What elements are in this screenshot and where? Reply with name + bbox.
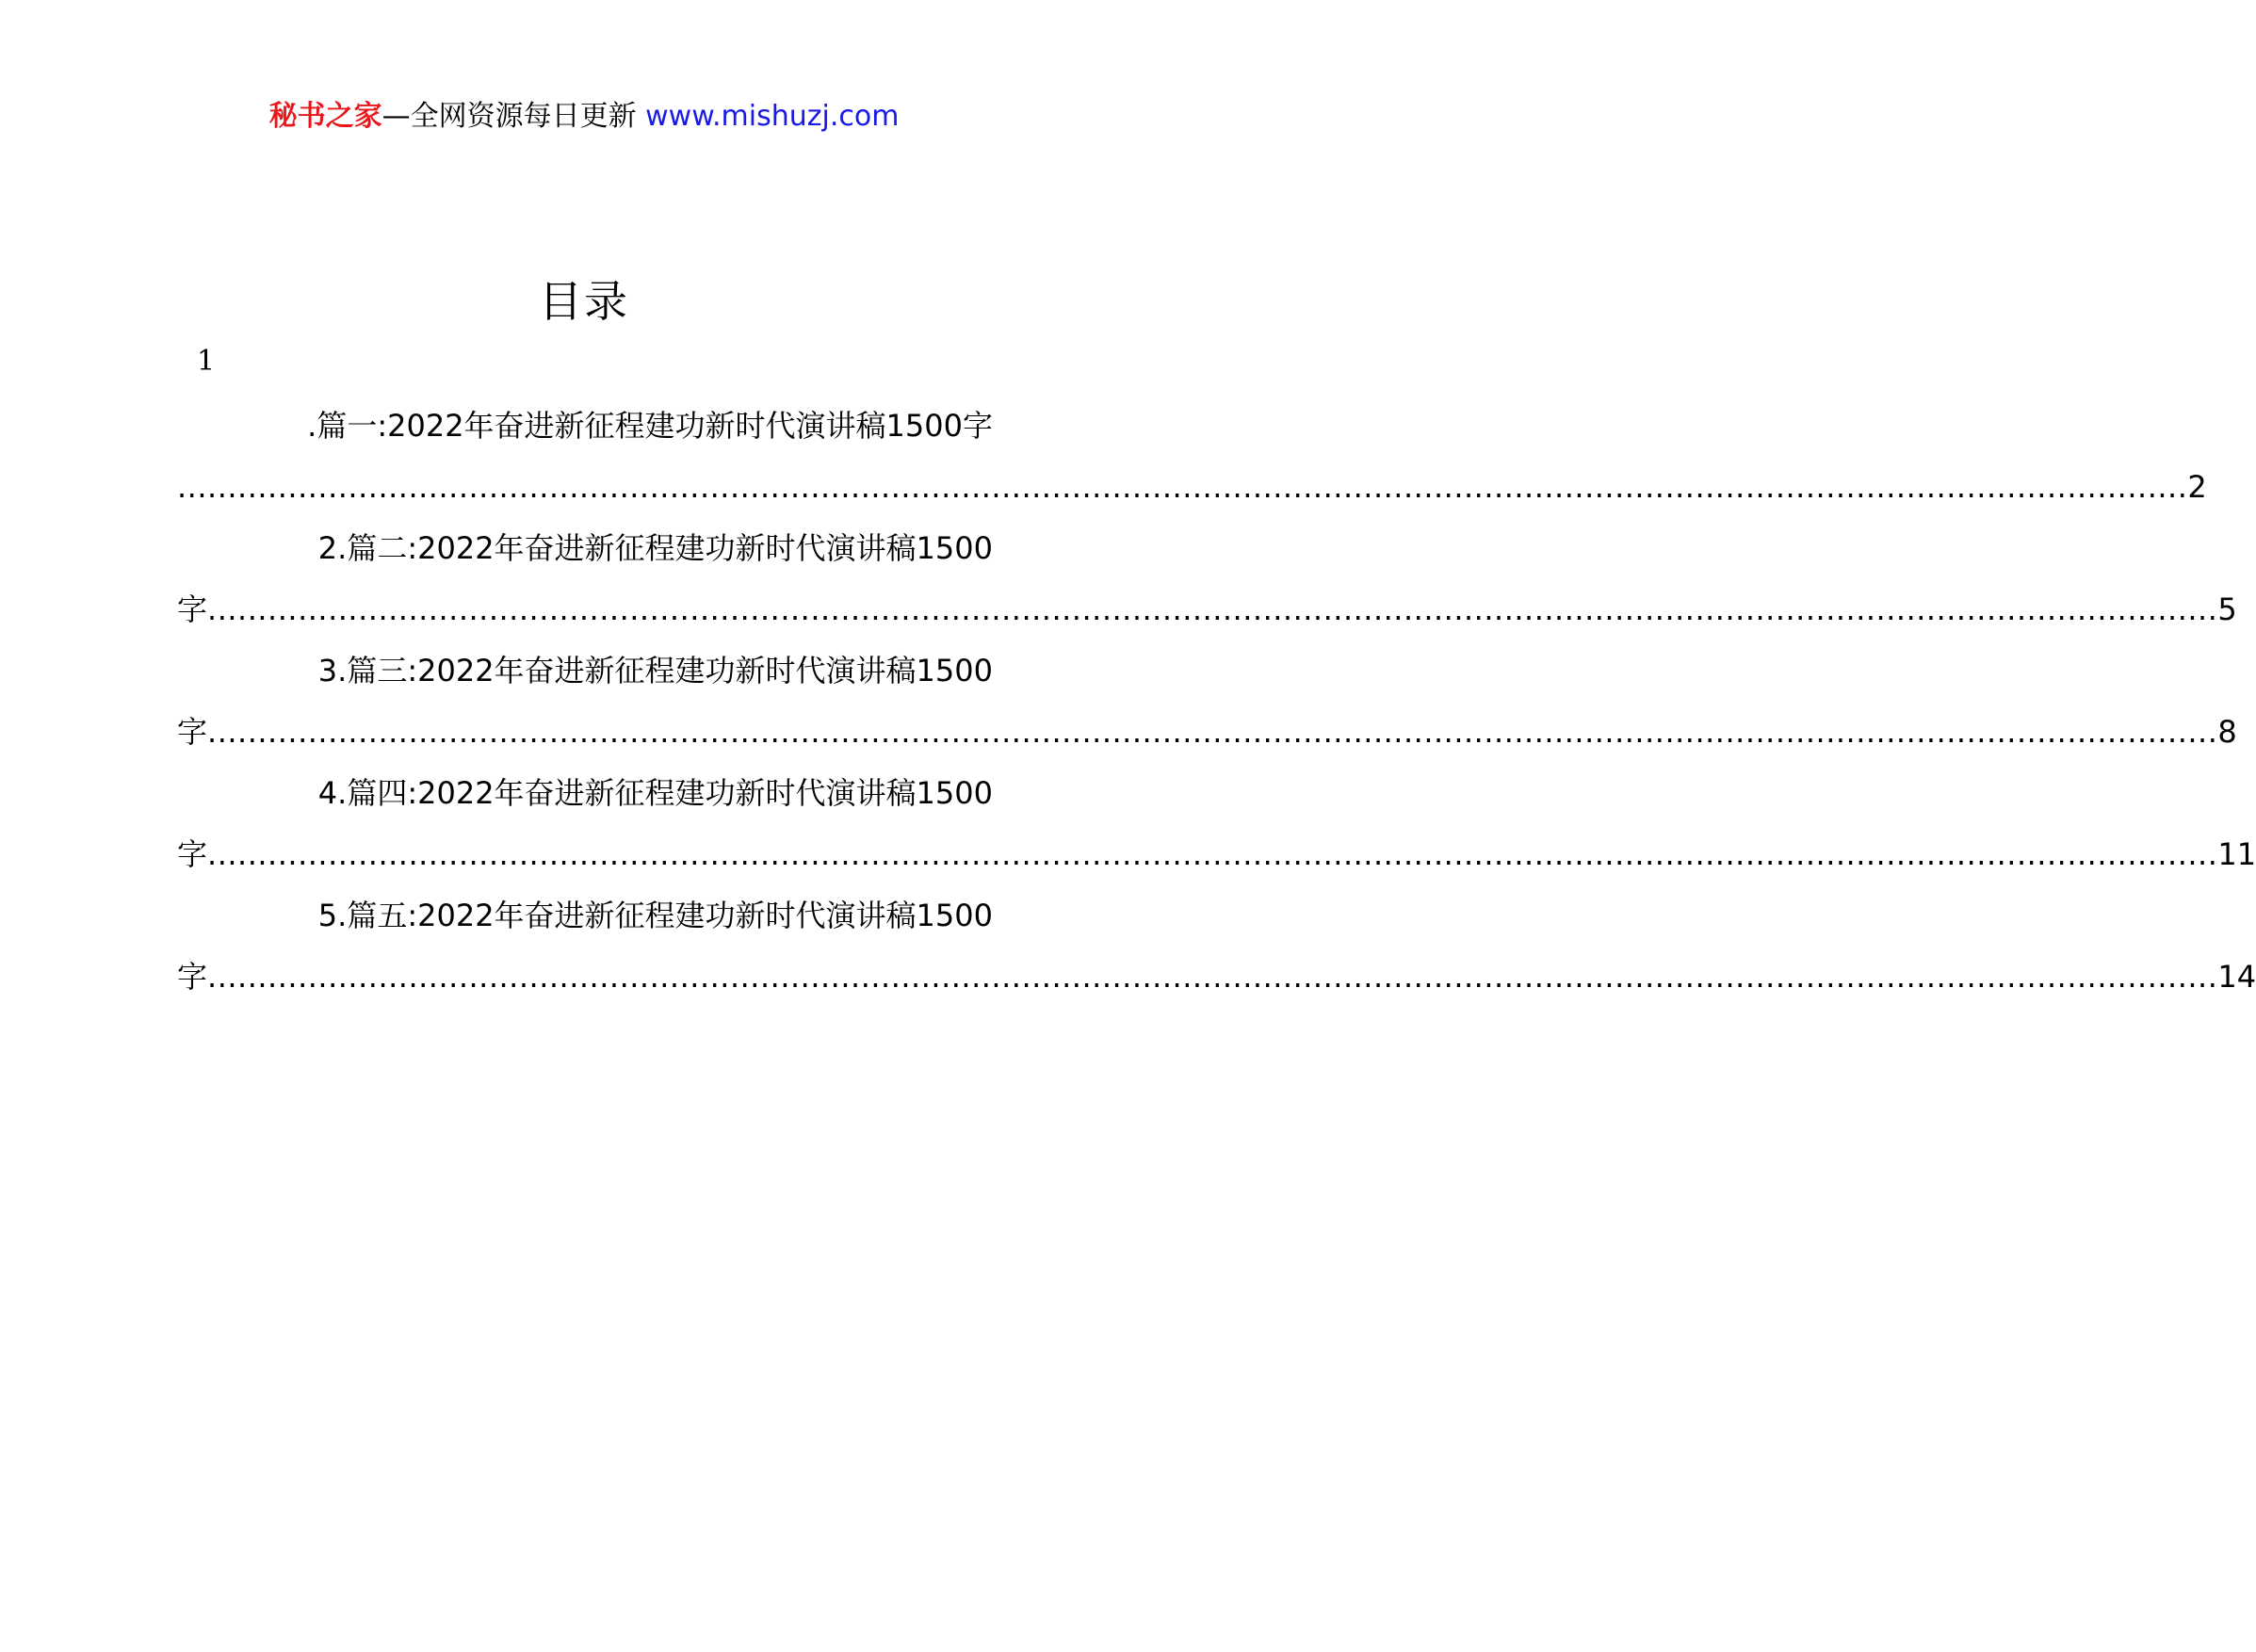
toc-entry-text: 2.篇二:2022年奋进新征程建功新时代演讲稿1500 bbox=[317, 530, 993, 566]
toc-page-number: 11 bbox=[2217, 836, 2256, 872]
toc-page-number: 8 bbox=[2217, 714, 2237, 750]
dot-leader: ........................................................................................................................................................................................................ bbox=[177, 469, 2188, 505]
toc-entry-title[interactable] bbox=[177, 640, 993, 702]
toc-entry-leader-line[interactable] bbox=[177, 702, 2237, 763]
toc-entry-title[interactable] bbox=[177, 885, 993, 947]
toc-entry-leader-line[interactable] bbox=[177, 579, 2237, 640]
toc-page-number: 2 bbox=[2187, 469, 2207, 505]
dot-leader: ........................................................................................................................................................................................................ bbox=[207, 959, 2218, 995]
site-url-link[interactable]: www.mishuzj.com bbox=[645, 100, 900, 133]
toc-entry-title[interactable] bbox=[177, 518, 993, 579]
site-tagline: —全网资源每日更新 bbox=[381, 100, 646, 133]
toc-entry-leader-line[interactable] bbox=[177, 824, 2256, 885]
toc-entry-text: 5.篇五:2022年奋进新征程建功新时代演讲稿1500 bbox=[317, 898, 993, 933]
dot-leader: ........................................................................................................................................................................................................ bbox=[207, 591, 2218, 627]
toc-entry-lead-char: 字 bbox=[177, 836, 208, 872]
toc-entry-lead-char: 字 bbox=[177, 591, 208, 627]
page-header bbox=[0, 98, 1168, 136]
dot-leader: ........................................................................................................................................................................................................ bbox=[207, 836, 2218, 872]
toc-entry-title[interactable] bbox=[177, 396, 993, 457]
toc-page-number: 5 bbox=[2217, 591, 2237, 627]
toc-entry-leader-line[interactable] bbox=[177, 947, 2256, 1008]
toc-entry-text: 4.篇四:2022年奋进新征程建功新时代演讲稿1500 bbox=[317, 775, 993, 811]
page-title: 目录 bbox=[539, 276, 629, 327]
toc-entry-text: .篇一:2022年奋进新征程建功新时代演讲稿1500字 bbox=[307, 408, 993, 444]
site-brand: 秘书之家 bbox=[268, 100, 382, 133]
dot-leader: ........................................................................................................................................................................................................ bbox=[207, 714, 2218, 750]
list-marker: 1 bbox=[197, 345, 216, 378]
toc-entry-lead-char: 字 bbox=[177, 714, 208, 750]
toc-entry-lead-char: 字 bbox=[177, 959, 208, 995]
toc-entry-leader-line[interactable] bbox=[177, 457, 2207, 518]
toc-entry-text: 3.篇三:2022年奋进新征程建功新时代演讲稿1500 bbox=[317, 653, 993, 688]
toc-page-number: 14 bbox=[2217, 959, 2256, 995]
table-of-contents bbox=[177, 396, 2256, 1008]
toc-entry-title[interactable] bbox=[177, 763, 993, 824]
